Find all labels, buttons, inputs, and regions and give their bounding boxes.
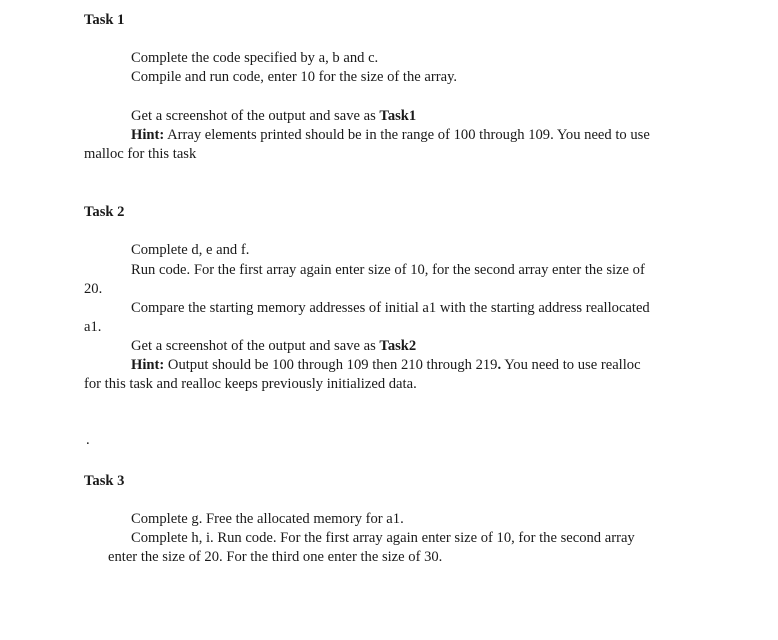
task1-hint-cont: malloc for this task bbox=[84, 146, 197, 162]
task1-hint-text: Array elements printed should be in the range of 100 through 109. You need to use bbox=[164, 127, 650, 143]
task3-line1: Complete g. Free the allocated memory for a1. bbox=[131, 511, 404, 527]
task2-line2-cont: 20. bbox=[84, 281, 103, 297]
task2-hint-dot: . bbox=[497, 357, 502, 373]
task1-hint bbox=[131, 126, 650, 146]
task1-heading: Task 1 bbox=[84, 12, 125, 28]
task1-file-name: Task1 bbox=[379, 108, 417, 124]
task1-line2: Compile and run code, enter 10 for the size of the array. bbox=[131, 69, 458, 85]
task1-hint-label: Hint: bbox=[131, 127, 165, 143]
task2-hint bbox=[131, 356, 641, 376]
task2-screenshot-line bbox=[131, 337, 416, 357]
task2-hint-text1: Output should be 100 through 109 then 210 through 219 bbox=[164, 357, 498, 373]
task2-screenshot-text: Get a screenshot of the output and save as bbox=[131, 338, 380, 354]
task3-line2: Complete h, i. Run code. For the first array again enter size of 10, for the second array bbox=[131, 530, 635, 546]
task2-line2: Run code. For the first array again enter size of 10, for the second array enter the size of bbox=[131, 262, 645, 278]
task1-screenshot-text: Get a screenshot of the output and save as bbox=[131, 108, 380, 124]
task2-file-name: Task2 bbox=[379, 338, 417, 354]
task2-hint-cont: for this task and realloc keeps previously initialized data. bbox=[84, 376, 417, 392]
task3-heading: Task 3 bbox=[84, 473, 125, 489]
stray-mark: . bbox=[86, 432, 90, 448]
task3-line2-cont: enter the size of 20. For the third one enter the size of 30. bbox=[108, 549, 443, 565]
task2-heading: Task 2 bbox=[84, 204, 125, 220]
task2-line1: Complete d, e and f. bbox=[131, 242, 250, 258]
task2-line3: Compare the starting memory addresses of initial a1 with the starting address reallocated bbox=[131, 300, 650, 316]
task2-hint-label: Hint: bbox=[131, 357, 165, 373]
task1-screenshot-line bbox=[131, 107, 416, 127]
task2-line3-cont: a1. bbox=[84, 319, 102, 335]
task1-line1: Complete the code specified by a, b and c. bbox=[131, 50, 379, 66]
task2-hint-text2: You need to use realloc bbox=[501, 357, 641, 373]
